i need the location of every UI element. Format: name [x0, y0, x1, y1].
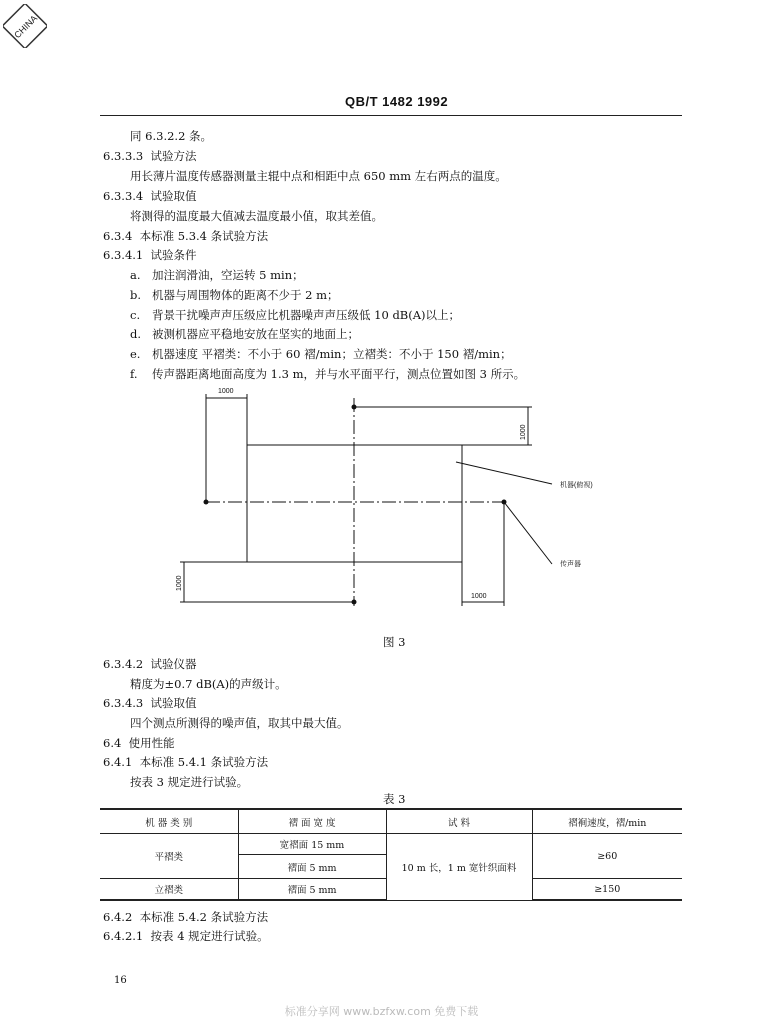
- table-header-row: [100, 809, 682, 834]
- stamp-text: CHINA: [12, 13, 40, 41]
- table-header-cell: 褶 面 宽 度: [238, 809, 386, 834]
- table-row: [100, 834, 682, 855]
- site-watermark: 标准分享网 www.bzfxw.com 免费下载: [284, 1005, 479, 1018]
- table-cell: 立褶类: [100, 879, 238, 901]
- page-number: 16: [114, 975, 127, 986]
- list-item: a. 加注润滑油，空运转 5 min；: [130, 268, 304, 282]
- clause-heading: 6.3.4.2 试验仪器: [103, 657, 197, 671]
- text-line: 同 6.3.2.2 条。: [130, 129, 213, 143]
- table-cell: 10 m 长，1 m 宽针织面料: [386, 834, 532, 901]
- clause-heading: 6.3.3.3 试验方法: [103, 149, 197, 163]
- dim-label-top-right: 1000: [520, 424, 527, 440]
- dim-label-bottom-left: 1000: [176, 575, 183, 591]
- clause-heading: 6.3.3.4 试验取值: [103, 189, 197, 203]
- table-header-cell: 机 器 类 别: [100, 809, 238, 834]
- dim-label-top-left: 1000: [218, 388, 234, 395]
- clause-heading: 6.4 使用性能: [103, 736, 175, 750]
- text-line: 按表 3 规定进行试验。: [130, 775, 249, 789]
- list-item: e. 机器速度 平褶类：不小于 60 褶/min；立褶类：不小于 150 褶/min；: [130, 347, 512, 361]
- clause-heading: 6.4.1 本标准 5.4.1 条试验方法: [103, 755, 269, 769]
- list-item: b. 机器与周围物体的距离不少于 2 m；: [130, 288, 339, 302]
- table-cell: 平褶类: [100, 834, 238, 879]
- clause-heading: 6.3.4 本标准 5.3.4 条试验方法: [103, 229, 269, 243]
- table-header-cell: 试 料: [386, 809, 532, 834]
- clause-heading: 6.3.4.3 试验取值: [103, 696, 197, 710]
- table-cell: 褶面 5 mm: [238, 879, 386, 901]
- list-item: c. 背景干扰噪声声压级应比机器噪声声压级低 10 dB(A)以上；: [130, 308, 461, 322]
- figure-caption: 图 3: [383, 635, 406, 649]
- mic-point-bottom: [352, 600, 357, 605]
- dim-label-bottom-right: 1000: [471, 593, 487, 600]
- machine-label: 机器(俯视): [560, 482, 593, 489]
- text-line: 四个测点所测得的噪声值，取其中最大值。: [130, 716, 349, 730]
- mic-point-left: [204, 500, 209, 505]
- header-rule: [100, 115, 682, 116]
- table-cell: ≥60: [532, 834, 682, 879]
- list-item: d. 被测机器应平稳地安放在坚实的地面上；: [130, 327, 359, 341]
- text-line: 用长薄片温度传感器测量主辊中点和相距中点 650 mm 左右两点的温度。: [130, 169, 507, 183]
- table-cell: ≥150: [532, 879, 682, 901]
- table-cell: 宽褶面 15 mm: [238, 834, 386, 855]
- figure-3-mic-positions: [160, 384, 630, 614]
- mic-point-top: [352, 405, 357, 410]
- clause-heading: 6.4.2 本标准 5.4.2 条试验方法: [103, 910, 269, 924]
- list-item: f. 传声器距离地面高度为 1.3 m，并与水平面平行，测点位置如图 3 所示。: [130, 367, 526, 381]
- table-cell: 褶面 5 mm: [238, 855, 386, 879]
- mic-point-right: [502, 500, 507, 505]
- table-3: [100, 808, 682, 901]
- china-stamp: [3, 4, 47, 48]
- clause-heading: 6.4.2.1 按表 4 规定进行试验。: [103, 929, 269, 943]
- text-line: 精度为±0.7 dB(A)的声级计。: [130, 677, 287, 691]
- microphone-label: 传声器: [560, 561, 581, 568]
- text-line: 将测得的温度最大值减去温度最小值，取其差值。: [130, 209, 383, 223]
- standard-code-header: QB/T 1482 1992: [345, 94, 449, 109]
- clause-heading: 6.3.4.1 试验条件: [103, 248, 197, 262]
- table-caption: 表 3: [383, 792, 406, 806]
- table-header-cell: 褶裥速度，褶/min: [532, 809, 682, 834]
